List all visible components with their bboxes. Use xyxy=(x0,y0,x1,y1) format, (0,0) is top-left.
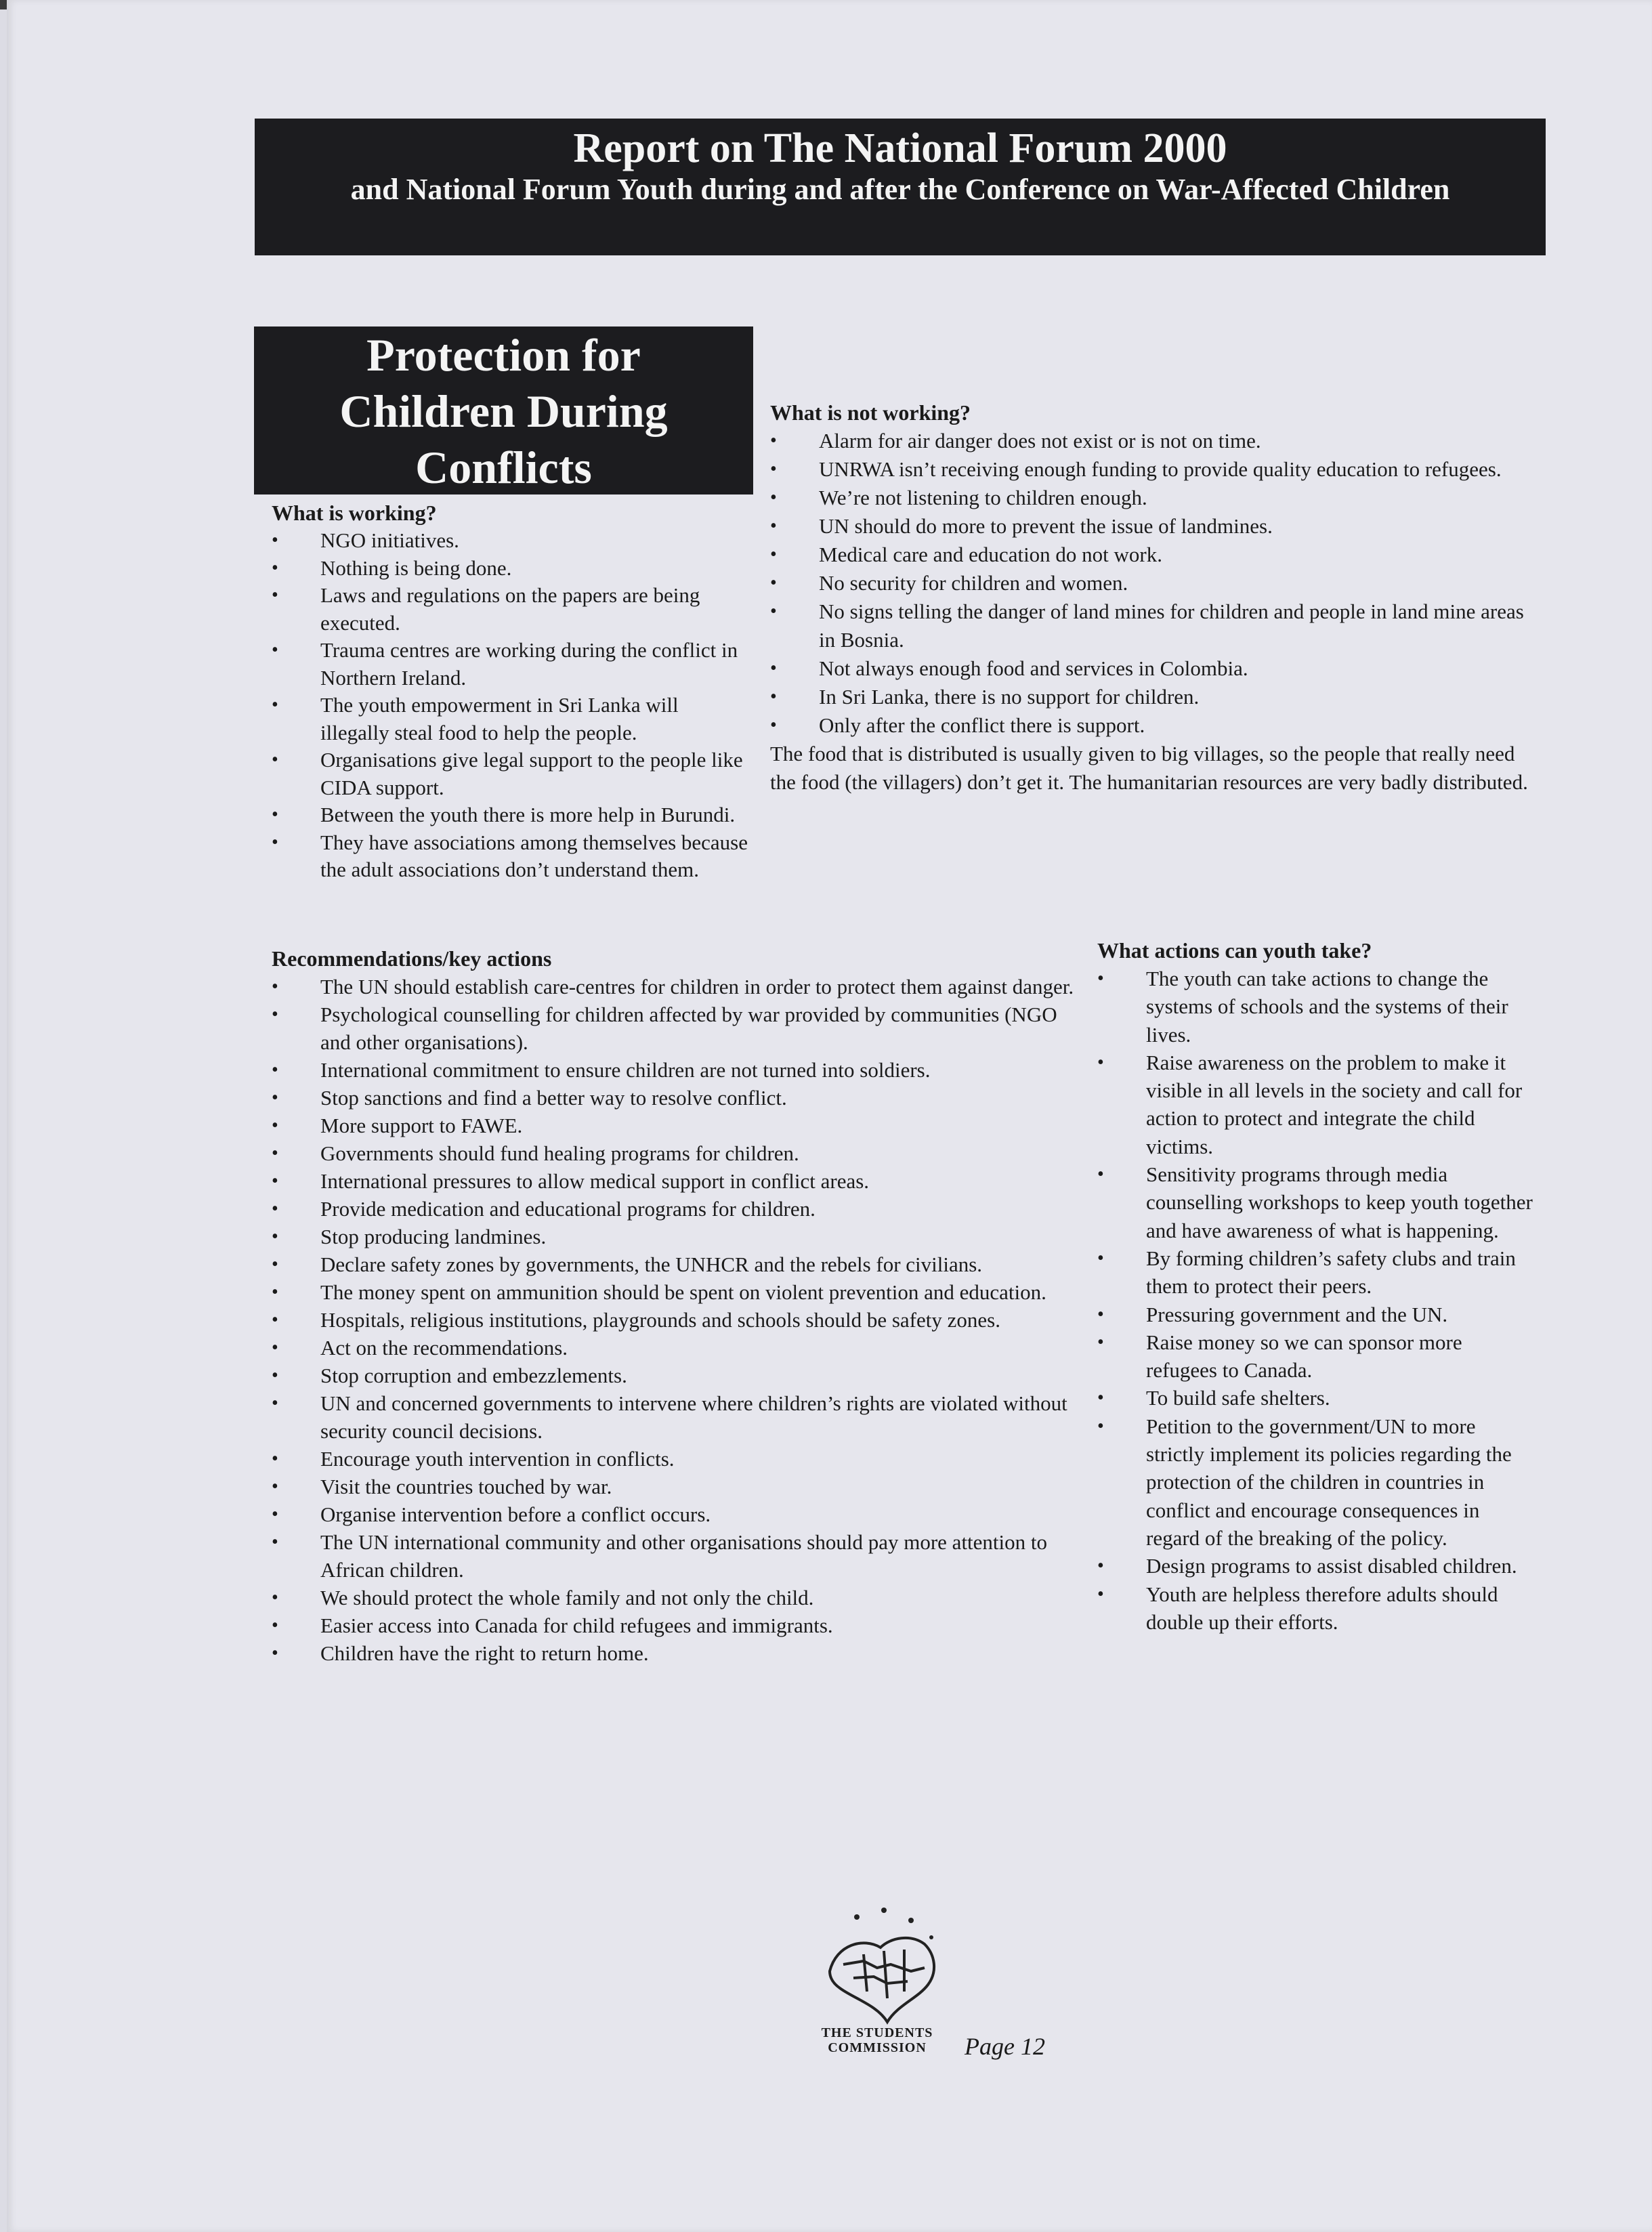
list-item: • UN should do more to prevent the issue of landmines. xyxy=(770,512,1535,541)
list-item: • Organise intervention before a conflict occurs. xyxy=(272,1500,1074,1528)
report-title: Report on The National Forum 2000 xyxy=(573,125,1227,171)
list-item: • Visit the countries touched by war. xyxy=(272,1473,1074,1500)
distribution-paragraph: The food that is distributed is usually given to big villages, so the people that really need the food (the villagers) don’t get it. The humanitarian resources are very badly distributed. xyxy=(770,742,1528,794)
logo-text-line-2: COMMISSION xyxy=(828,2040,927,2055)
list-item: • Laws and regulations on the papers are being executed. xyxy=(272,582,749,637)
list-item: • International pressures to allow medical support in conflict areas. xyxy=(272,1167,1074,1195)
list-item: • We should protect the whole family and not only the child. xyxy=(272,1584,1074,1612)
list-item: • Design programs to assist disabled children. xyxy=(1097,1552,1538,1580)
list-item: • No signs telling the danger of land mines for children and people in land mine areas in Bosnia. xyxy=(770,597,1535,654)
list-item: • The UN should establish care-centres for children in order to protect them against danger. xyxy=(272,973,1074,1001)
list-item: • The youth empowerment in Sri Lanka will illegally steal food to help the people. xyxy=(272,692,749,746)
list-item: • Only after the conflict there is support. xyxy=(770,711,1535,740)
list-item: • Nothing is being done. xyxy=(272,555,749,583)
list-item: • No security for children and women. xyxy=(770,569,1535,597)
recommendations-heading: Recommendations/key actions xyxy=(272,946,552,971)
logo-text xyxy=(813,2025,941,2055)
youth-actions-column xyxy=(1097,936,1538,1636)
list-item: • The UN international community and other organisations should pay more attention to African children. xyxy=(272,1528,1074,1584)
section-title-line-1: Protection for xyxy=(366,329,641,381)
list-item: • Alarm for air danger does not exist or is not on time. xyxy=(770,427,1535,455)
list-item: • UN and concerned governments to intervene where children’s rights are violated without security council decisions. xyxy=(272,1389,1074,1445)
list-item: • Encourage youth intervention in conflicts. xyxy=(272,1445,1074,1473)
section-title-line-3: Conflicts xyxy=(415,442,592,493)
list-item: • Governments should fund healing programs for children. xyxy=(272,1139,1074,1167)
youth-actions-heading: What actions can youth take? xyxy=(1097,938,1372,963)
list-item: • International commitment to ensure children are not turned into soldiers. xyxy=(272,1056,1074,1084)
list-item: • Stop producing landmines. xyxy=(272,1223,1074,1250)
working-list xyxy=(272,527,749,884)
not-working-heading: What is not working? xyxy=(770,400,971,425)
logo-text-line-1: THE STUDENTS xyxy=(821,2025,933,2040)
recommendations-column xyxy=(272,944,1074,1667)
list-item: • Trauma centres are working during the conflict in Northern Ireland. xyxy=(272,637,749,692)
list-item: • Not always enough food and services in Colombia. xyxy=(770,654,1535,683)
working-heading: What is working? xyxy=(272,501,437,525)
list-item: • Petition to the government/UN to more strictly implement its policies regarding the protection of the children in countries in conflict and encourage consequences in regard of the breaking of the policy. xyxy=(1097,1412,1538,1552)
list-item: • By forming children’s safety clubs and train them to protect their peers. xyxy=(1097,1244,1538,1301)
list-item: • Pressuring government and the UN. xyxy=(1097,1301,1538,1328)
list-item: • To build safe shelters. xyxy=(1097,1384,1538,1412)
list-item: • Youth are helpless therefore adults should double up their efforts. xyxy=(1097,1580,1538,1637)
report-header-banner xyxy=(255,119,1546,255)
list-item: • Stop sanctions and find a better way to resolve conflict. xyxy=(272,1084,1074,1112)
students-commission-logo-icon xyxy=(816,1897,952,2032)
list-item: • More support to FAWE. xyxy=(272,1112,1074,1139)
list-item: • Medical care and education do not work. xyxy=(770,541,1535,569)
recommendations-list xyxy=(272,973,1074,1667)
list-item: • Sensitivity programs through media counselling workshops to keep youth together and have awareness of what is happening. xyxy=(1097,1160,1538,1244)
list-item: • Declare safety zones by governments, the UNHCR and the rebels for civilians. xyxy=(272,1250,1074,1278)
not-working-list xyxy=(770,427,1535,740)
list-item: • Psychological counselling for children affected by war provided by communities (NGO and other organisations). xyxy=(272,1001,1074,1056)
list-item: • Between the youth there is more help in Burundi. xyxy=(272,801,749,829)
list-item: • Act on the recommendations. xyxy=(272,1334,1074,1362)
list-item: • We’re not listening to children enough. xyxy=(770,484,1535,512)
list-item: • NGO initiatives. xyxy=(272,527,749,555)
list-item: • The money spent on ammunition should be spent on violent prevention and education. xyxy=(272,1278,1074,1306)
list-item: • In Sri Lanka, there is no support for children. xyxy=(770,683,1535,711)
list-item: • Children have the right to return home. xyxy=(272,1639,1074,1667)
section-title-box xyxy=(254,327,753,494)
list-item: • Raise money so we can sponsor more refugees to Canada. xyxy=(1097,1328,1538,1385)
page-number: Page 12 xyxy=(965,2033,1045,2060)
list-item: • UNRWA isn’t receiving enough funding to provide quality education to refugees. xyxy=(770,455,1535,484)
list-item: • Easier access into Canada for child refugees and immigrants. xyxy=(272,1612,1074,1639)
youth-actions-list xyxy=(1097,965,1538,1636)
list-item: • Organisations give legal support to the people like CIDA support. xyxy=(272,746,749,801)
list-item: • Raise awareness on the problem to make it visible in all levels in the society and call for action to protect and integrate the child victims. xyxy=(1097,1049,1538,1160)
list-item: • Provide medication and educational programs for children. xyxy=(272,1195,1074,1223)
list-item: • Hospitals, religious institutions, playgrounds and schools should be safety zones. xyxy=(272,1306,1074,1334)
list-item: • Stop corruption and embezzlements. xyxy=(272,1362,1074,1389)
not-working-column xyxy=(770,398,1535,797)
list-item: • The youth can take actions to change the systems of schools and the systems of their lives. xyxy=(1097,965,1538,1049)
list-item: • They have associations among themselves because the adult associations don’t understand them. xyxy=(272,829,749,884)
working-column xyxy=(272,499,749,884)
report-subtitle: and National Forum Youth during and after the Conference on War-Affected Children xyxy=(350,173,1450,207)
section-title-line-2: Children During xyxy=(339,385,668,437)
